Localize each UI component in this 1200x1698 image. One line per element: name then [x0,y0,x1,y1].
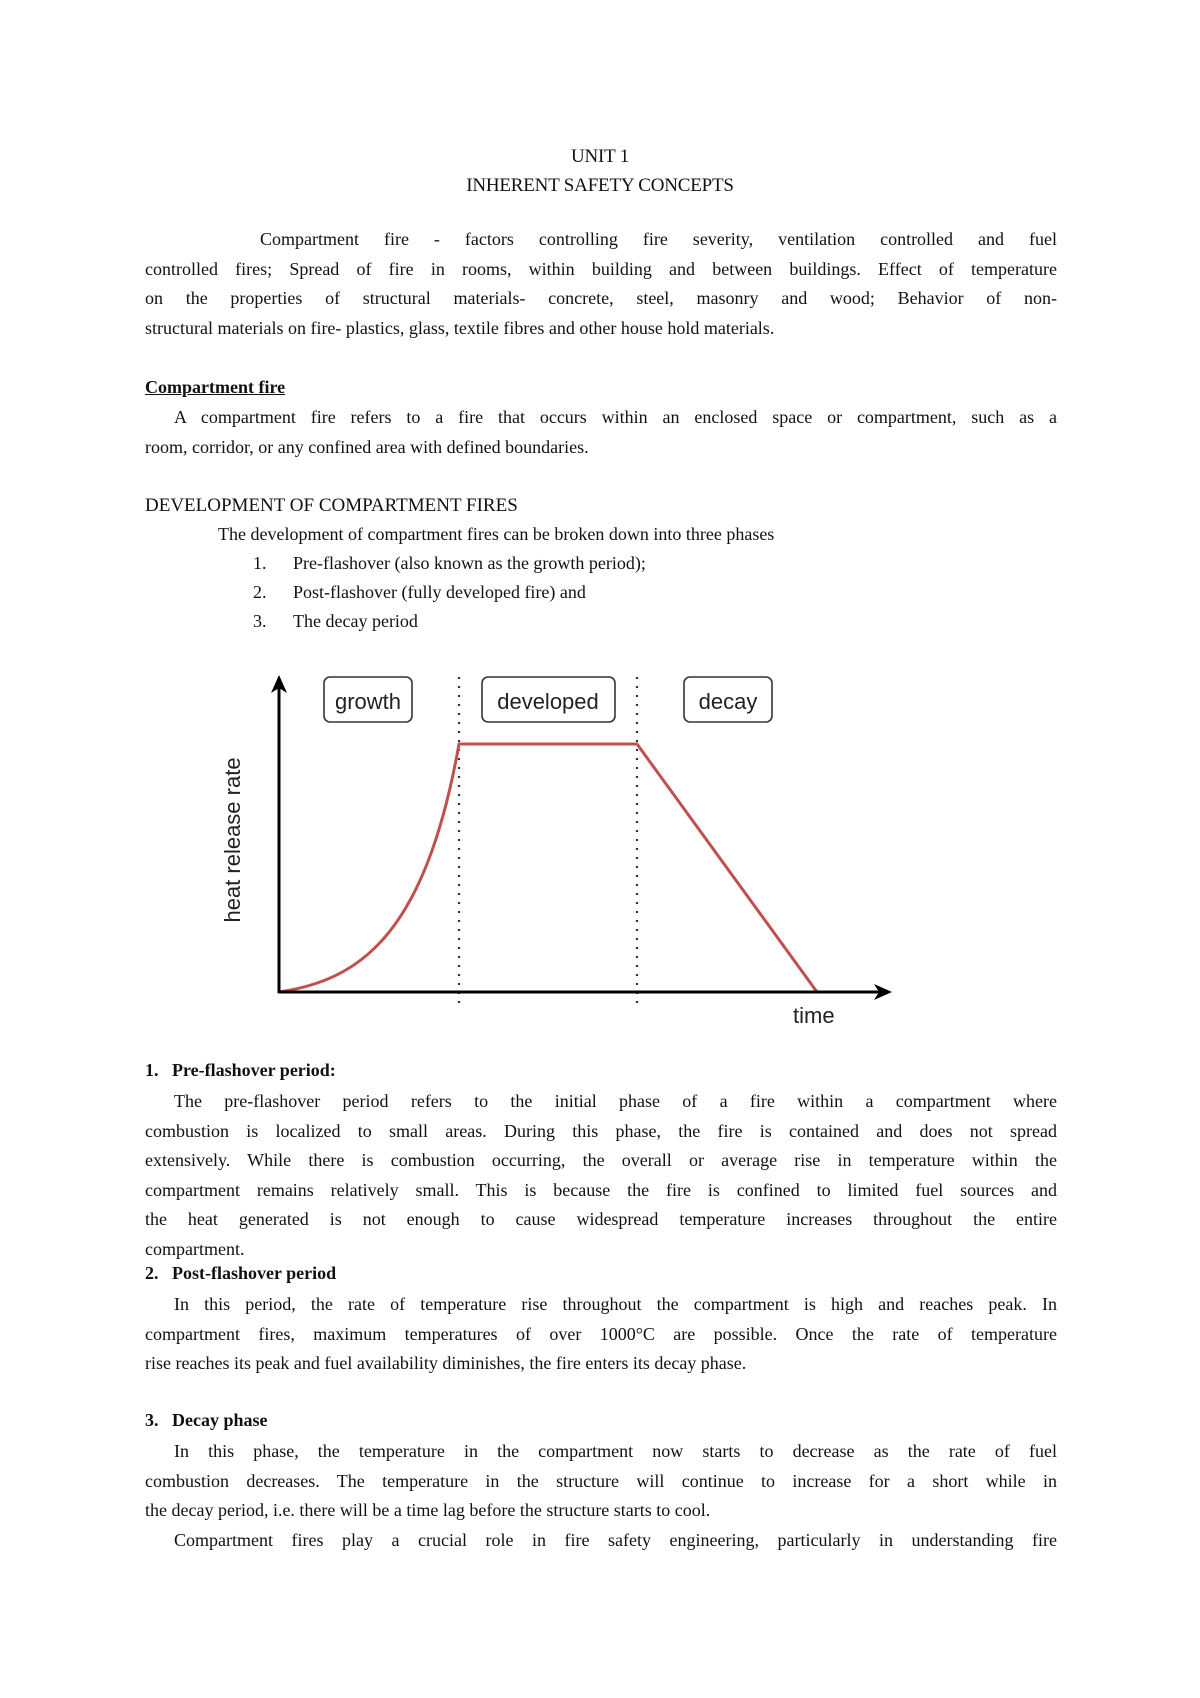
syllabus-line: controlled fires; Spread of fire in rooms, within building and between buildings. Effect of temperature [145,258,1057,279]
svg-text:growth: growth [334,689,402,714]
paragraph-line: In this period, the rate of temperature rise throughout the compartment is high and reaches peak. In [174,1294,1057,1314]
phase-list-item: 2. Post-flashover (fully developed fire) and [253,582,586,602]
phase-label-growth [324,677,412,722]
y-axis-label: heat release rate [220,757,245,923]
paragraph-line: In this phase, the temperature in the compartment now starts to decrease as the rate of fuel [174,1441,1057,1461]
section-heading-pre-flashover: 1. Pre-flashover period: [145,1060,336,1080]
development-heading: DEVELOPMENT OF COMPARTMENT FIRES [145,495,518,516]
definition-line: A compartment fire refers to a fire that occurs within an enclosed space or compartment, such as a [174,407,1057,427]
compartment-fire-heading: Compartment fire [145,377,286,397]
unit-number: UNIT 1 [570,146,630,167]
development-intro: The development of compartment fires can be broken down into three phases [218,524,775,544]
paragraph-line: compartment fires, maximum temperatures of over 1000°C are possible. Once the rate of temperature [145,1323,1057,1344]
phase-list-item: 3. The decay period [253,611,418,631]
page-title: INHERENT SAFETY CONCEPTS [466,175,734,196]
x-axis-label: time [793,1003,835,1028]
phase-label-developed [482,677,615,722]
definition-line: room, corridor, or any confined area with defined boundaries. [145,436,589,457]
paragraph-line: combustion is localized to small areas. During this phase, the fire is contained and does not spread [145,1120,1057,1141]
syllabus-line: Compartment fire - factors controlling fire severity, ventilation controlled and fuel [260,229,1057,249]
decay-paragraph [145,1437,1057,1555]
heat-release-rate-chart [220,665,900,1045]
svg-text:decay: decay [698,689,758,714]
paragraph-line: rise reaches its peak and fuel availability diminishes, the fire enters its decay phase. [145,1353,747,1373]
paragraph-line: compartment remains relatively small. This is because the fire is confined to limited fuel sources and [145,1179,1057,1200]
paragraph-line: the heat generated is not enough to cause widespread temperature increases throughout the entire [145,1209,1057,1229]
phase-label-decay [684,677,772,722]
post-flashover-paragraph [145,1290,1057,1379]
syllabus-line: structural materials on fire- plastics, glass, textile fibres and other house hold materials. [145,317,775,338]
paragraph-line: the decay period, i.e. there will be a time lag before the structure starts to cool. [145,1500,711,1520]
syllabus-paragraph [145,225,1057,343]
paragraph-line: extensively. While there is combustion occurring, the overall or average rise in temperature within the [145,1150,1057,1170]
svg-text:developed: developed [497,689,599,714]
paragraph-line: The pre-flashover period refers to the initial phase of a fire within a compartment where [174,1091,1057,1111]
pre-flashover-paragraph [145,1087,1057,1264]
paragraph-line: compartment. [145,1238,245,1259]
section-heading-post-flashover: 2. Post-flashover period [145,1263,337,1283]
compartment-fire-definition [145,403,1057,462]
phase-list-item: 1. Pre-flashover (also known as the growth period); [253,553,646,573]
section-heading-decay: 3. Decay phase [145,1410,268,1430]
paragraph-line: combustion decreases. The temperature in the structure will continue to increase for a short while in [145,1470,1057,1491]
closing-line: Compartment fires play a crucial role in fire safety engineering, particularly in understanding fire [174,1529,1057,1550]
heat-release-curve [279,744,817,992]
syllabus-line: on the properties of structural materials- concrete, steel, masonry and wood; Behavior of non- [145,288,1057,308]
